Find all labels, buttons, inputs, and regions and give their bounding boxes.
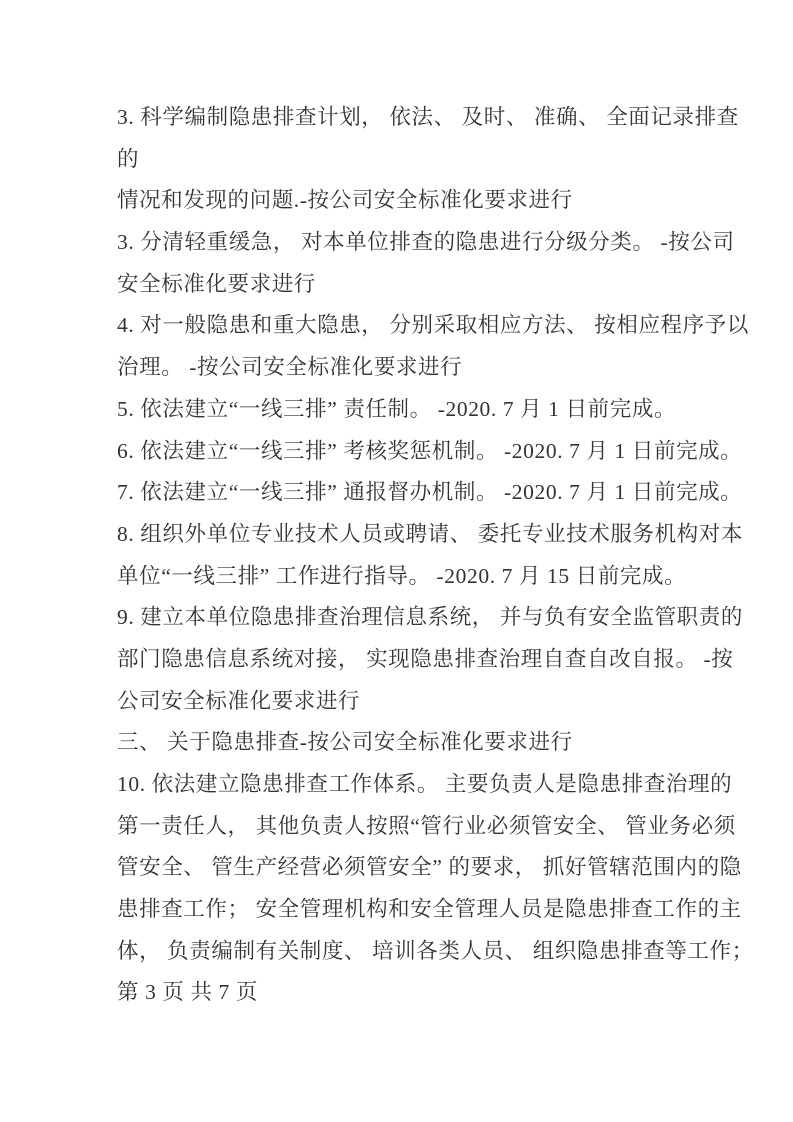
text-line: 第一责任人， 其他负责人按照“管行业必须管安全、 管业务必须 <box>117 813 736 838</box>
text-line: 患排查工作； 安全管理机构和安全管理人员是隐患排查工作的主 <box>117 897 742 922</box>
text-line: 单位“一线三排” 工作进行指导。 -2020. 7 月 15 日前完成。 <box>117 563 687 588</box>
text-line: 的 <box>117 146 140 171</box>
text-line: 8. 组织外单位专业技术人员或聘请、 委托专业技术服务机构对本 <box>117 521 743 546</box>
text-line: 管安全、 管生产经营必须管安全” 的要求， 抓好管辖范围内的隐 <box>117 855 742 880</box>
text-line: 治理。 -按公司安全标准化要求进行 <box>117 355 463 380</box>
text-line: 9. 建立本单位隐患排查治理信息系统， 并与负有安全监管职责的 <box>117 605 743 630</box>
text-line: 3. 分清轻重缓急， 对本单位排查的隐患进行分级分类。 -按公司 <box>117 230 735 255</box>
text-line: 公司安全标准化要求进行 <box>117 688 361 713</box>
text-line: 10. 依法建立隐患排查工作体系。 主要负责人是隐患排查治理的 <box>117 772 733 796</box>
text-line: 情况和发现的问题.-按公司安全标准化要求进行 <box>117 188 573 213</box>
text-line: 体， 负责编制有关制度、 培训各类人员、 组织隐患排查等工作； <box>117 938 754 963</box>
text-line: 部门隐患信息系统对接， 实现隐患排查治理自查自改自报。 -按 <box>117 646 734 671</box>
text-line: 安全标准化要求进行 <box>117 271 316 296</box>
text-line: 3. 科学编制隐患排查计划， 依法、 及时、 准确、 全面记录排查 <box>117 105 739 129</box>
document-body <box>117 97 754 1014</box>
page-footer: 第 3 页 共 7 页 <box>117 980 258 1005</box>
text-line: 5. 依法建立“一线三排” 责任制。 -2020. 7 月 1 日前完成。 <box>117 396 677 421</box>
text-line: 7. 依法建立“一线三排” 通报督办机制。 -2020. 7 月 1 日前完成。 <box>117 480 743 505</box>
section-heading: 三、 关于隐患排查-按公司安全标准化要求进行 <box>117 730 573 755</box>
text-line: 4. 对一般隐患和重大隐患， 分别采取相应方法、 按相应程序予以 <box>117 313 749 338</box>
text-line: 6. 依法建立“一线三排” 考核奖惩机制。 -2020. 7 月 1 日前完成。 <box>117 438 743 463</box>
